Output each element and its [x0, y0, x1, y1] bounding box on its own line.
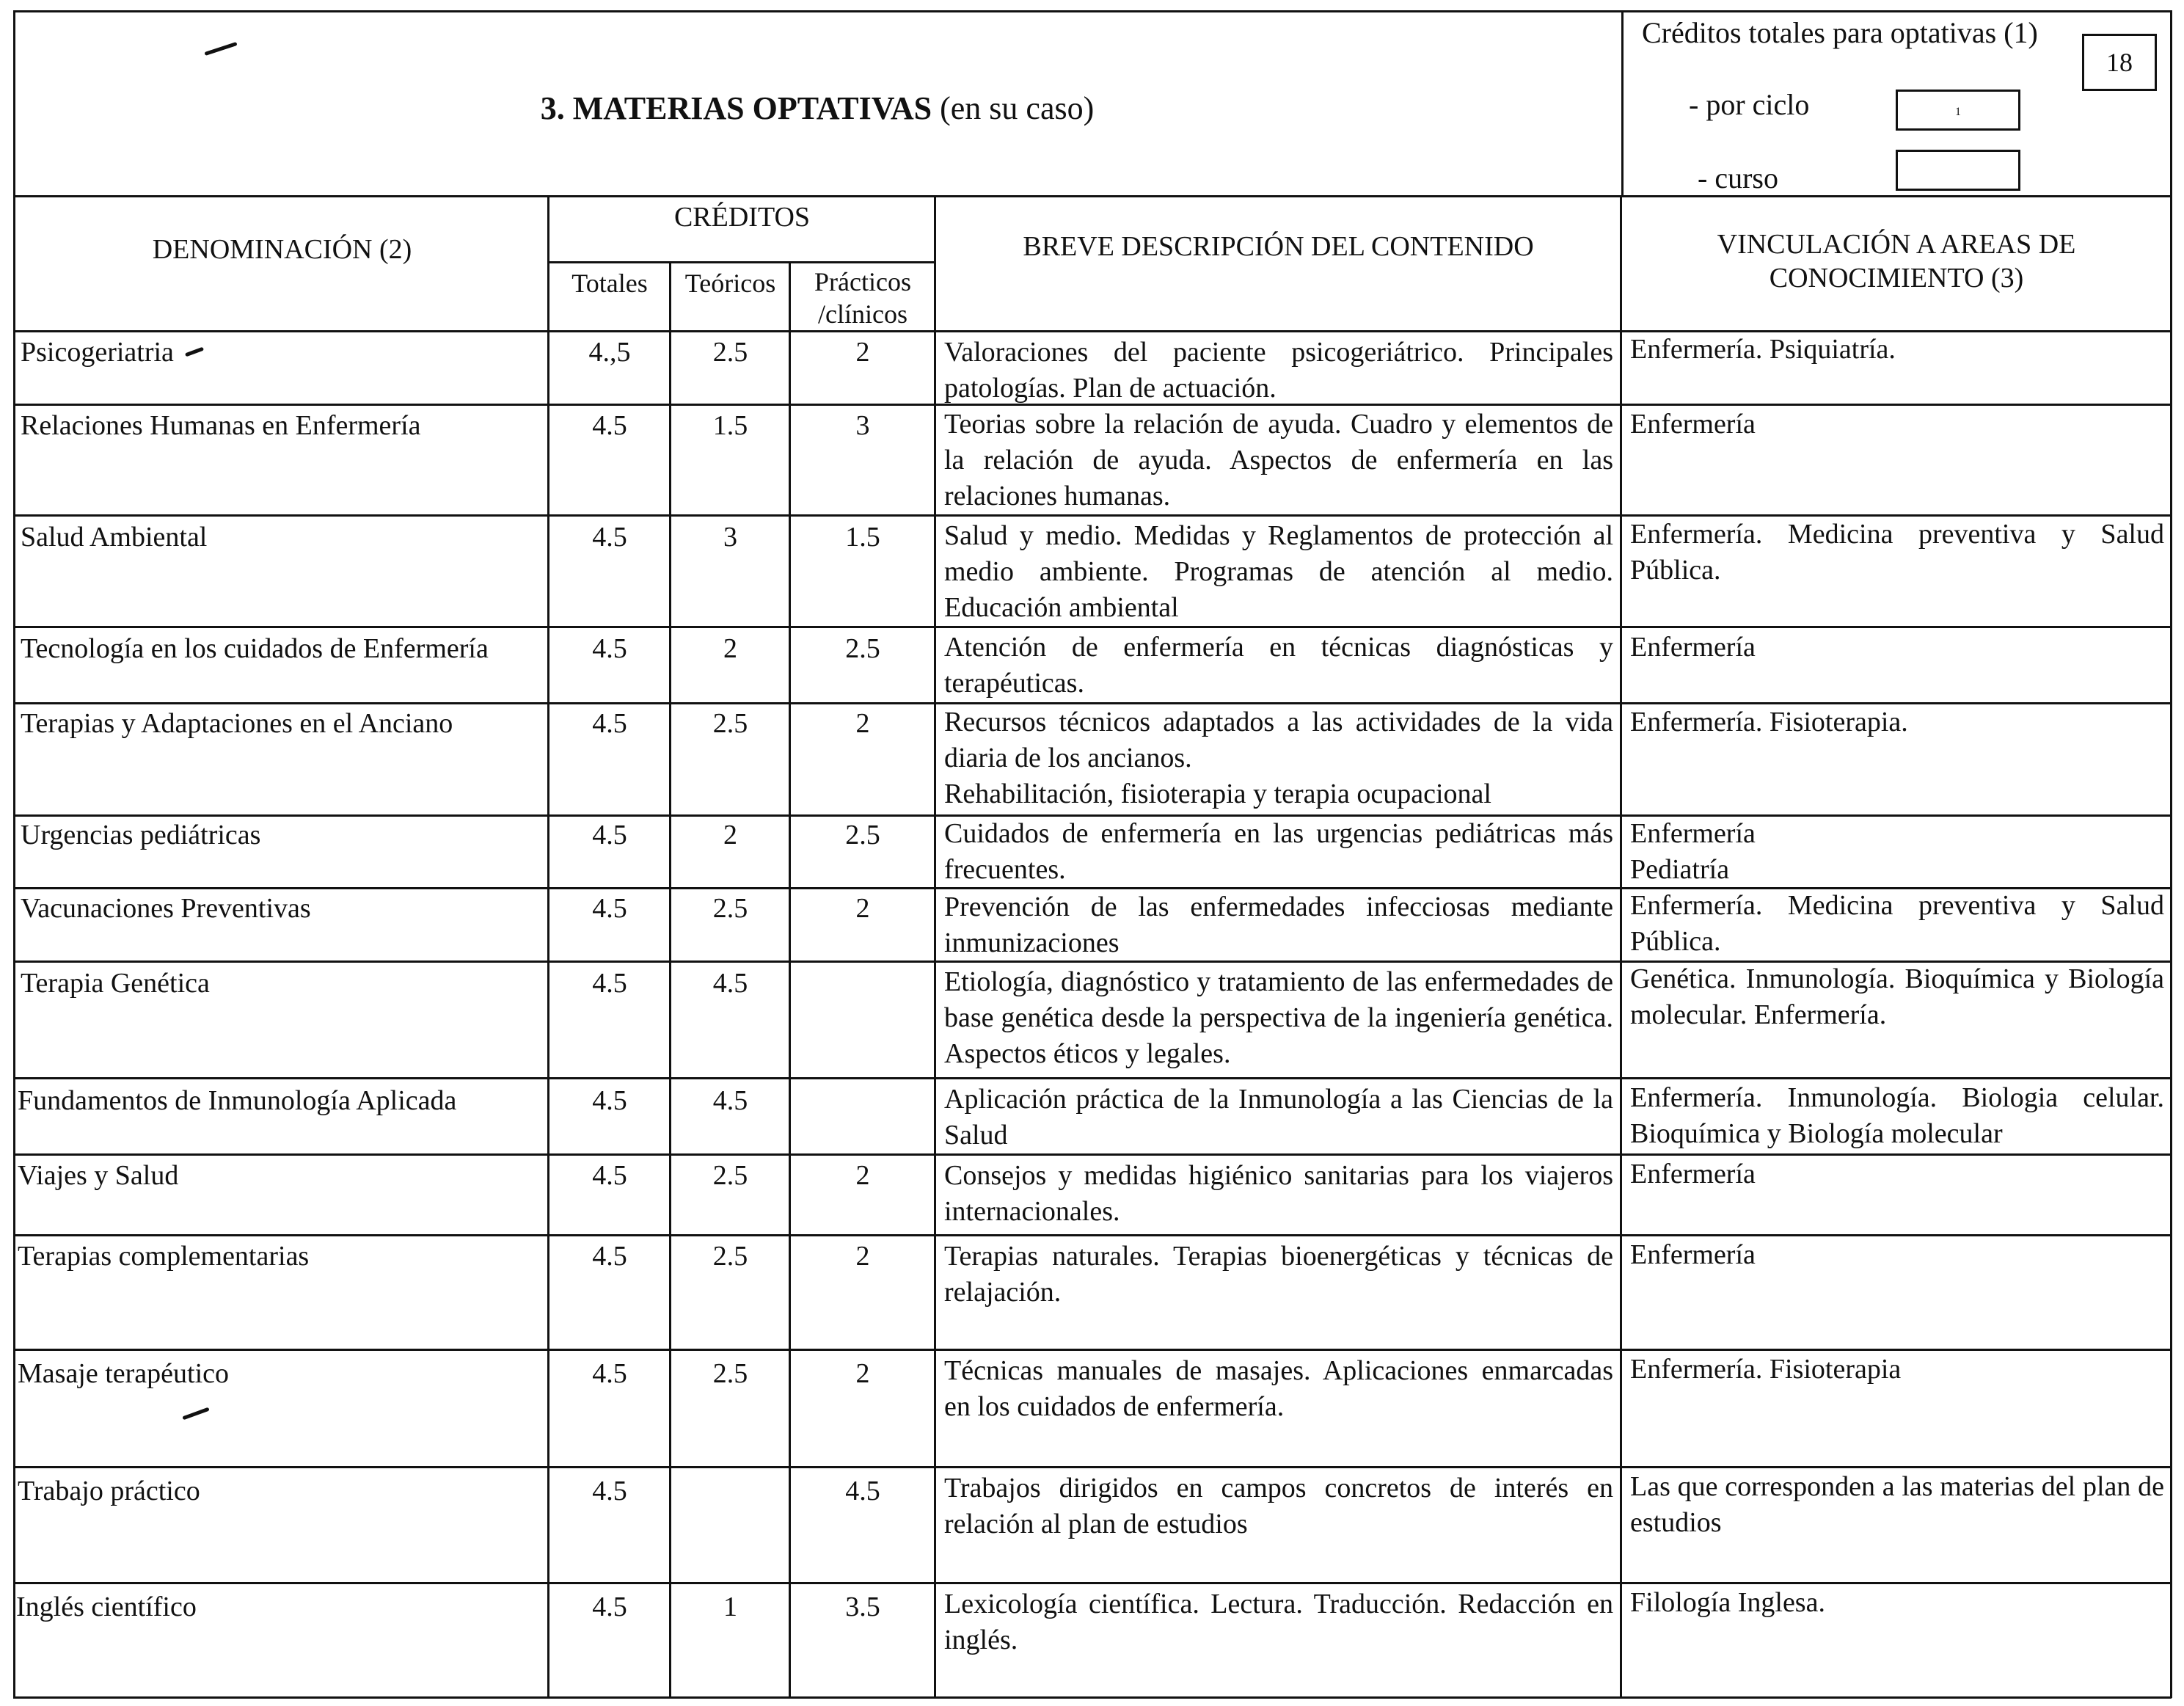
row-description: Salud y medio. Medidas y Reglamentos de protección al medio ambiente. Programas de atención al medio. Educación ambiental: [944, 520, 1613, 623]
row-description: Terapias naturales. Terapias bioenergéticas y técnicas de relajación.: [944, 1241, 1613, 1308]
section-subtitle: (en su caso): [940, 90, 1095, 126]
row-description-line: Recursos técnicos adaptados a las actividades de la vida diaria de los ancianos.: [944, 707, 1613, 773]
row-practice: 2: [855, 708, 870, 739]
row-line: [13, 1466, 2172, 1468]
row-practice: 3.5: [845, 1592, 880, 1622]
credits-total-value: 18: [2106, 48, 2133, 77]
per-cycle-label: - por ciclo: [1689, 88, 1810, 121]
row-total: 4.5: [592, 1085, 627, 1116]
row-areas: Enfermería. Fisioterapia: [1630, 1354, 1902, 1385]
row-name: Relaciones Humanas en Enfermería: [21, 410, 421, 441]
row-areas: Enfermería. Fisioterapia.: [1630, 707, 1908, 737]
col-theory-header: Teóricos: [684, 269, 776, 298]
row-line: [13, 1153, 2172, 1156]
per-cycle-value: 1: [1955, 106, 1961, 118]
row-description: Aplicación práctica de la Inmunología a las Ciencias de la Salud: [944, 1084, 1613, 1151]
pen-mark: [185, 347, 204, 357]
row-description-line: Rehabilitación, fisioterapia y terapia ocupacional: [944, 779, 1491, 809]
row-practice: 2.5: [845, 633, 880, 664]
row-theory: 1.5: [712, 410, 748, 441]
row-description: Atención de enfermería en técnicas diagnósticas y terapéuticas.: [944, 632, 1613, 699]
row-practice: 3: [855, 410, 870, 441]
row-areas: Genética. Inmunología. Bioquímica y Biología molecular. Enfermería.: [1630, 963, 2164, 1030]
section-number: 3.: [540, 90, 565, 126]
row-name-text: Psicogeriatria: [21, 337, 174, 368]
row-total: 4.5: [592, 968, 627, 999]
row-description: Técnicas manuales de masajes. Aplicaciones enmarcadas en los cuidados de enfermería.: [944, 1355, 1613, 1422]
row-line: [13, 1349, 2172, 1351]
row-name: Masaje terapéutico: [18, 1358, 230, 1389]
row-areas: Enfermería. Medicina preventiva y Salud Pública.: [1630, 890, 2164, 957]
credits-subheader-line: [549, 261, 935, 263]
col-description-header: BREVE DESCRIPCIÓN DEL CONTENIDO: [1023, 231, 1534, 262]
row-description: Lexicología científica. Lectura. Traducción. Redacción en inglés.: [944, 1589, 1613, 1655]
row-areas-line: Enfermería: [1630, 818, 1756, 849]
row-name: Urgencias pediátricas: [21, 820, 261, 850]
row-total: 4.5: [592, 410, 627, 441]
col-practice-header-line2: /clínicos: [818, 299, 907, 329]
row-theory: 2.5: [712, 1160, 748, 1191]
row-theory: 2: [723, 633, 737, 664]
row-description: Consejos y medidas higiénico sanitarias para los viajeros internacionales.: [944, 1160, 1613, 1227]
credits-total-box: [2082, 34, 2157, 91]
row-theory: 2.5: [712, 708, 748, 739]
row-description: Prevención de las enfermedades infecciosas mediante inmunizaciones: [944, 892, 1613, 958]
row-total: 4.5: [592, 522, 627, 553]
row-name: Terapias y Adaptaciones en el Anciano: [21, 708, 453, 739]
header-divider: [1621, 10, 1624, 197]
per-course-label: - curso: [1698, 161, 1778, 194]
col-practice-header: [790, 266, 935, 330]
row-practice: 2.5: [845, 820, 880, 850]
row-name: Inglés científico: [16, 1592, 197, 1622]
row-areas: [1630, 816, 2164, 888]
pen-mark: [182, 1407, 209, 1421]
row-theory: 1: [723, 1592, 737, 1622]
row-theory: 4.5: [712, 968, 748, 999]
row-theory: 2.5: [712, 893, 748, 924]
row-line: [13, 626, 2172, 628]
row-description: Valoraciones del paciente psicogeriátrico. Principales patologías. Plan de actuación.: [944, 337, 1613, 404]
row-total: 4.5: [592, 1241, 627, 1272]
row-practice: 2: [855, 1160, 870, 1191]
per-cycle-box: [1896, 90, 2020, 131]
col-areas-header-line2: CONOCIMIENTO (3): [1769, 263, 2024, 294]
row-name: Salud Ambiental: [21, 522, 208, 553]
row-areas: Filología Inglesa.: [1630, 1587, 1825, 1618]
row-theory: 2.5: [712, 1358, 748, 1389]
col-areas-header-line1: VINCULACIÓN A AREAS DE: [1717, 229, 2076, 260]
row-total: 4.5: [592, 1160, 627, 1191]
row-theory: 4.5: [712, 1085, 748, 1116]
row-name: Tecnología en los cuidados de Enfermería: [21, 633, 489, 664]
section-title: MATERIAS OPTATIVAS: [572, 90, 932, 126]
border-bottom: [13, 1696, 2172, 1699]
row-practice: 2: [855, 893, 870, 924]
row-practice: 4.5: [845, 1476, 880, 1506]
row-areas: Enfermería. Inmunología. Biologia celular. Bioquímica y Biología molecular: [1630, 1082, 2164, 1149]
row-theory: 2: [723, 820, 737, 850]
row-total: 4.5: [592, 1476, 627, 1506]
row-name: Trabajo práctico: [18, 1476, 200, 1506]
col-practice-header-line1: Prácticos: [814, 267, 911, 296]
row-practice: 2: [855, 1241, 870, 1272]
row-description: Teorias sobre la relación de ayuda. Cuadro y elementos de la relación de ayuda. Aspectos de enfermería en las relaciones humanas.: [944, 409, 1613, 511]
col-credits-header: CRÉDITOS: [673, 202, 811, 233]
row-practice: 1.5: [845, 522, 880, 553]
row-total: 4.5: [592, 1592, 627, 1622]
row-areas: Enfermería. Psiquiatría.: [1630, 334, 1896, 365]
row-areas: Enfermería: [1630, 632, 1756, 663]
row-line: [13, 1077, 2172, 1079]
row-areas: Las que corresponden a las materias del plan de estudios: [1630, 1471, 2164, 1538]
row-description: Etiología, diagnóstico y tratamiento de las enfermedades de base genética desde la perspectiva de la ingeniería genética. Aspectos éticos y legales.: [944, 966, 1613, 1069]
row-total: 4.5: [592, 820, 627, 850]
row-theory: 3: [723, 522, 737, 553]
row-areas: Enfermería: [1630, 1239, 1756, 1270]
col-total-header: Totales: [571, 269, 648, 298]
row-line: [13, 1582, 2172, 1584]
row-name: Terapias complementarias: [18, 1241, 310, 1272]
row-total: 4.5: [592, 633, 627, 664]
row-name: Viajes y Salud: [18, 1160, 179, 1191]
row-description: Trabajos dirigidos en campos concretos de interés en relación al plan de estudios: [944, 1473, 1613, 1539]
row-name: Fundamentos de Inmunología Aplicada: [18, 1085, 457, 1116]
col-name-header: DENOMINACIÓN (2): [152, 234, 412, 265]
border-top: [13, 10, 2172, 12]
row-practice: 2: [855, 1358, 870, 1389]
page-title: [13, 90, 1621, 127]
row-areas: Enfermería. Medicina preventiva y Salud Pública.: [1630, 519, 2164, 586]
row-name: Terapia Genética: [21, 968, 210, 999]
row-theory: 2.5: [712, 1241, 748, 1272]
row-total: 4.5: [592, 708, 627, 739]
row-areas: Enfermería: [1630, 409, 1756, 440]
row-theory: 2.5: [712, 337, 748, 368]
row-total: 4.5: [592, 893, 627, 924]
row-total: 4.5: [592, 1358, 627, 1389]
row-name: [21, 335, 540, 371]
row-line: [13, 1234, 2172, 1236]
row-areas: Enfermería: [1630, 1159, 1756, 1189]
row-practice: 2: [855, 337, 870, 368]
row-name: Vacunaciones Preventivas: [21, 893, 311, 924]
col-areas-header: [1621, 227, 2172, 295]
row-areas-line: Pediatría: [1630, 854, 1730, 885]
per-course-box: [1896, 150, 2020, 191]
header-bottom-line: [13, 195, 2172, 197]
credits-total-label: Créditos totales para optativas (1): [1642, 16, 2038, 49]
row-total: 4.,5: [588, 337, 631, 368]
col-line-5: [1620, 195, 1622, 1698]
pen-mark: [204, 42, 237, 56]
row-description: Cuidados de enfermería en las urgencias pediátricas más frecuentes.: [944, 818, 1613, 885]
row-description: [944, 704, 1613, 812]
